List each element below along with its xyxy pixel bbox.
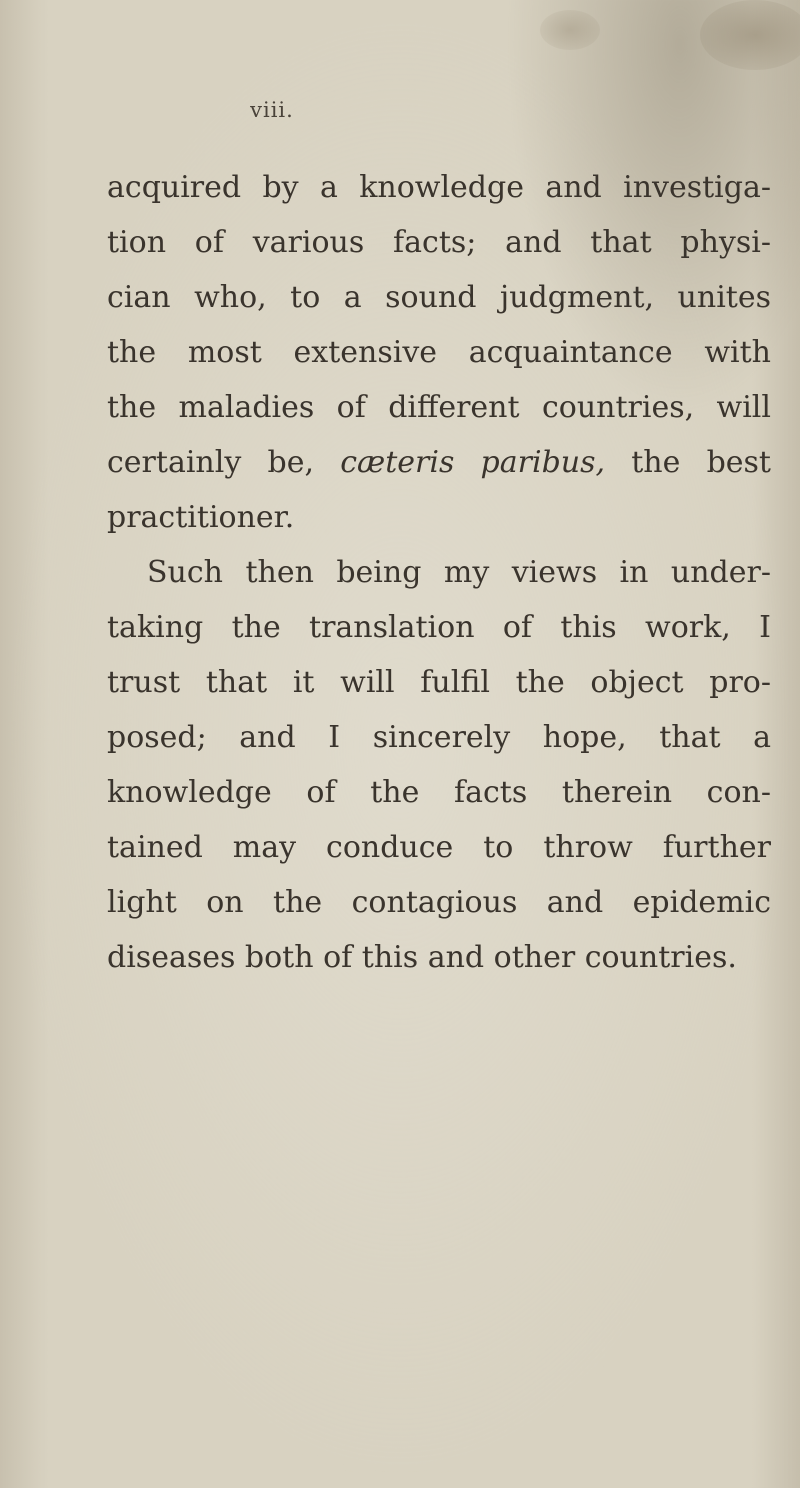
text-line: the maladies of different countries, will	[107, 390, 771, 425]
text-line: diseases both of this and other countries.	[107, 940, 737, 975]
foxing-stain	[540, 10, 600, 50]
text-line: practitioner.	[107, 500, 295, 535]
text-segment: certainly be,	[107, 445, 341, 480]
text-line: the most extensive acquaintance with	[107, 335, 771, 370]
text-line: cian who, to a sound judgment, unites	[107, 280, 771, 315]
text-line: taking the translation of this work, I	[107, 610, 771, 645]
text-line: posed; and I sincerely hope, that a	[107, 720, 771, 755]
text-line: trust that it will fulfil the object pro-	[107, 665, 771, 700]
paragraph-1	[107, 160, 771, 545]
foxing-stain	[700, 0, 800, 70]
text-line: tion of various facts; and that physi-	[107, 225, 771, 260]
text-line: Such then being my views in under-	[147, 555, 771, 590]
paragraph-2	[107, 545, 771, 985]
text-segment: the best	[605, 445, 771, 480]
body-text	[107, 160, 771, 985]
text-line: acquired by a knowledge and investiga-	[107, 170, 771, 205]
latin-phrase: cæteris paribus,	[340, 445, 606, 480]
text-line	[107, 435, 771, 490]
text-line: knowledge of the facts therein con-	[107, 775, 771, 810]
page-number: viii.	[250, 98, 294, 122]
text-line: light on the contagious and epidemic	[107, 885, 771, 920]
text-line: tained may conduce to throw further	[107, 830, 771, 865]
